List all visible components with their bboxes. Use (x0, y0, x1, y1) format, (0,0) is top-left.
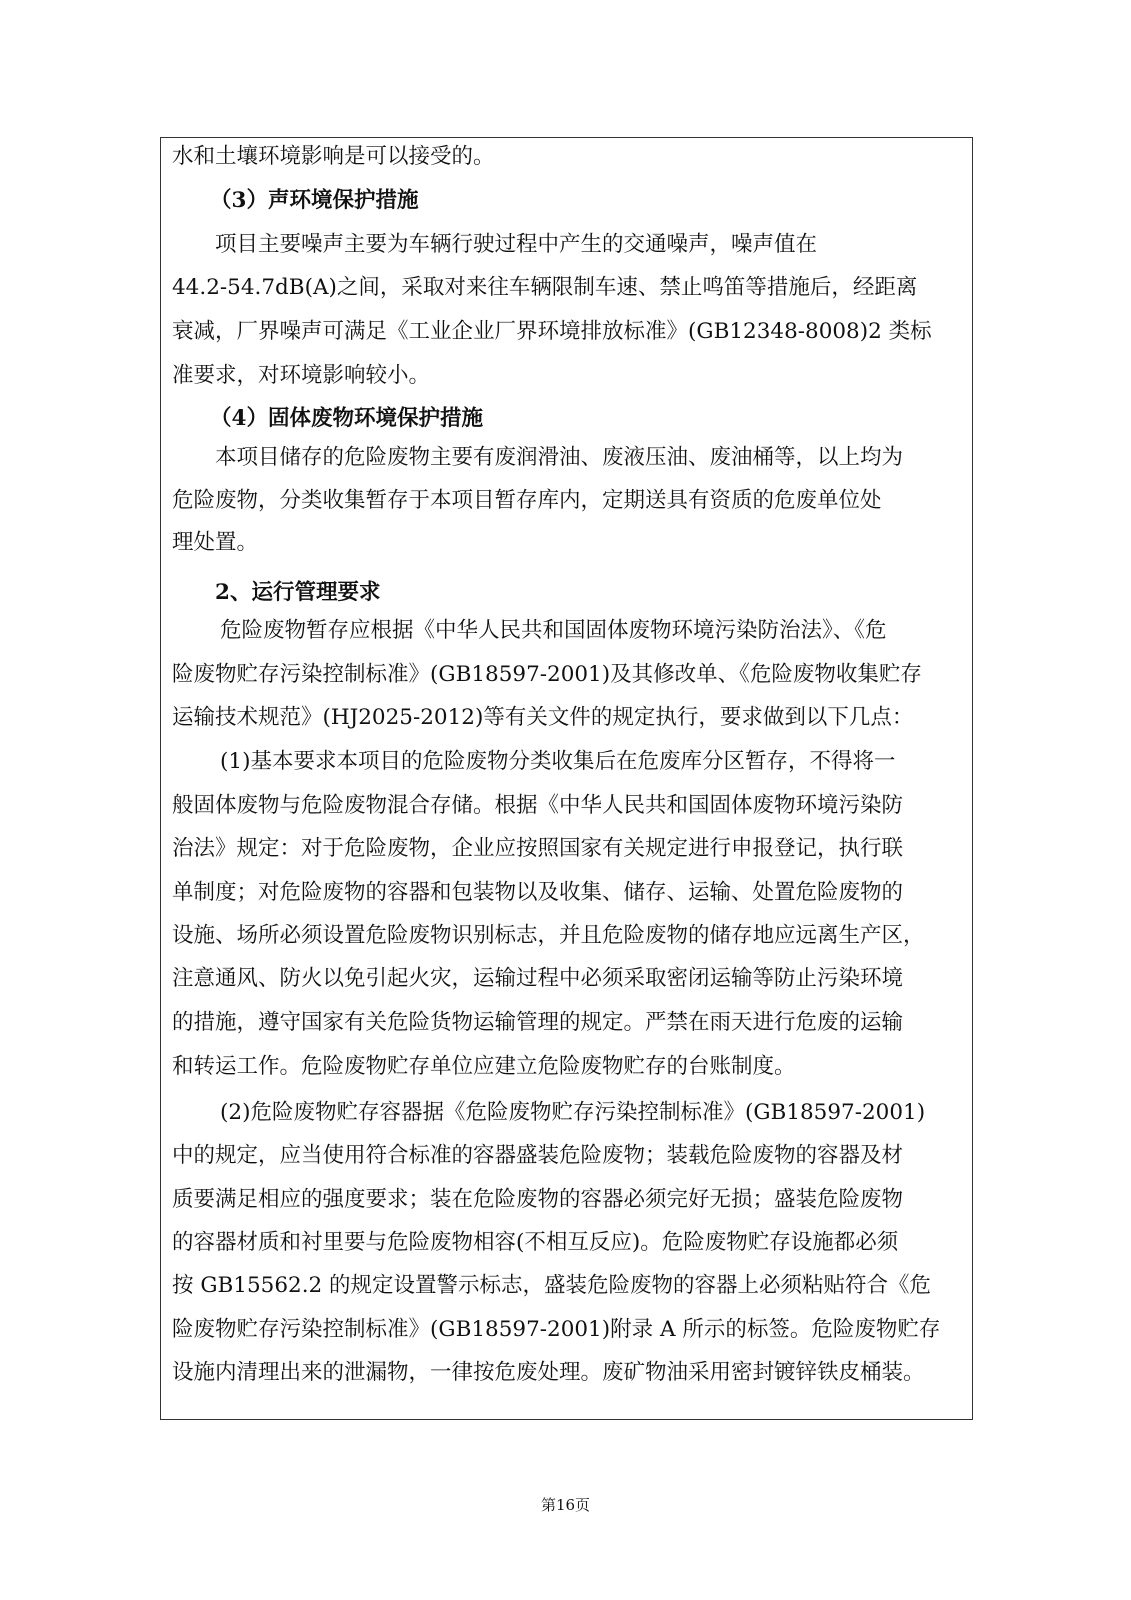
text-line: 衰减，厂界噪声可满足《工业企业厂界环境排放标准》(GB12348-8008)2 类标 (172, 319, 932, 344)
text-line: 理处置。 (172, 530, 259, 555)
text-line: 本项目储存的危险废物主要有废润滑油、废液压油、废油桶等，以上均为 (215, 445, 904, 470)
text-line: 准要求，对环境影响较小。 (172, 363, 431, 388)
text-line: 设施、场所必须设置危险废物识别标志，并且危险废物的储存地应远离生产区， (172, 923, 925, 948)
text-line: (1)基本要求本项目的危险废物分类收集后在危废库分区暂存，不得将一 (220, 749, 896, 774)
text-line: 险废物贮存污染控制标准》(GB18597-2001)及其修改单、《危险废物收集贮存 (172, 662, 922, 687)
text-line: 险废物贮存污染控制标准》(GB18597-2001)附录 A 所示的标签。危险废物贮存 (172, 1317, 941, 1342)
text-line: 水和土壤环境影响是可以接受的。 (172, 144, 495, 169)
section-heading-noise: （3）声环境保护措施 (210, 188, 419, 213)
text-line: 危险废物，分类收集暂存于本项目暂存库内，定期送具有资质的危废单位处 (172, 488, 882, 513)
text-line: 设施内清理出来的泄漏物，一律按危废处理。废矿物油采用密封镀锌铁皮桶装。 (172, 1360, 925, 1385)
text-line: 项目主要噪声主要为车辆行驶过程中产生的交通噪声，噪声值在 (215, 232, 818, 257)
text-line: 的措施，遵守国家有关危险货物运输管理的规定。严禁在雨天进行危废的运输 (172, 1010, 904, 1035)
text-line: 般固体废物与危险废物混合存储。根据《中华人民共和国固体废物环境污染防 (172, 793, 904, 818)
page-number: 第16页 (540, 1496, 591, 1514)
text-line: 治法》规定：对于危险废物，企业应按照国家有关规定进行申报登记，执行联 (172, 836, 904, 861)
text-line: 质要满足相应的强度要求；装在危险废物的容器必须完好无损；盛装危险废物 (172, 1187, 904, 1212)
text-line: 单制度；对危险废物的容器和包装物以及收集、储存、运输、处置危险废物的 (172, 880, 904, 905)
text-line: 和转运工作。危险废物贮存单位应建立危险废物贮存的台账制度。 (172, 1054, 796, 1079)
text-line: 按 GB15562.2 的规定设置警示标志，盛装危险废物的容器上必须粘贴符合《危 (172, 1273, 932, 1298)
text-line: (2)危险废物贮存容器据《危险废物贮存污染控制标准》(GB18597-2001) (220, 1100, 926, 1125)
text-line: 中的规定，应当使用符合标准的容器盛装危险废物；装载危险废物的容器及材 (172, 1143, 904, 1168)
text-line: 注意通风、防火以免引起火灾，运输过程中必须采取密闭运输等防止污染环境 (172, 966, 904, 991)
text-line: 运输技术规范》(HJ2025-2012)等有关文件的规定执行，要求做到以下几点： (172, 705, 914, 730)
section-heading-operation: 2、运行管理要求 (215, 580, 381, 605)
section-heading-solid-waste: （4）固体废物环境保护措施 (210, 406, 483, 431)
text-line: 危险废物暂存应根据《中华人民共和国固体废物环境污染防治法》、《危 (220, 618, 887, 643)
text-line: 44.2-54.7dB(A)之间，采取对来往车辆限制车速、禁止鸣笛等措施后，经距离 (172, 275, 918, 300)
text-line: 的容器材质和衬里要与危险废物相容(不相互反应)。危险废物贮存设施都必须 (172, 1230, 899, 1255)
